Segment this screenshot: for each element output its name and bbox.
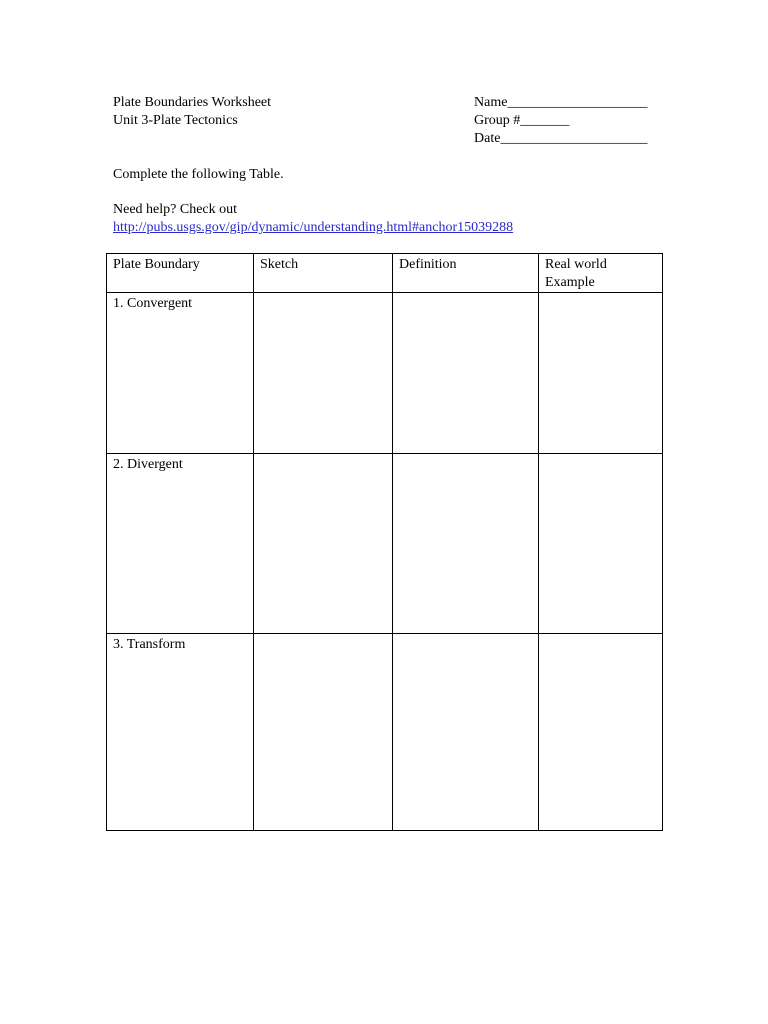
date-blank[interactable]: _____________________: [500, 131, 648, 146]
instruction-text: Complete the following Table.: [113, 167, 284, 182]
header-sketch: Sketch: [254, 254, 393, 293]
help-link-line: [113, 219, 513, 237]
row-label-convergent: 1. Convergent: [107, 293, 254, 454]
row-label-divergent: 2. Divergent: [107, 454, 254, 634]
table-row: [107, 634, 663, 831]
worksheet-title: Plate Boundaries Worksheet: [113, 95, 272, 110]
table-row: [107, 454, 663, 634]
group-line: [474, 112, 569, 130]
divergent-example-cell[interactable]: [539, 454, 663, 634]
divergent-sketch-cell[interactable]: [254, 454, 393, 634]
name-line: [474, 94, 647, 112]
plate-boundary-table: [106, 253, 663, 831]
transform-sketch-cell[interactable]: [254, 634, 393, 831]
group-blank[interactable]: _______: [520, 113, 570, 128]
header-definition: Definition: [393, 254, 539, 293]
convergent-sketch-cell[interactable]: [254, 293, 393, 454]
table-header-row: [107, 254, 663, 293]
divergent-definition-cell[interactable]: [393, 454, 539, 634]
header-real-world-example: Real world Example: [539, 254, 663, 293]
header-plate-boundary: Plate Boundary: [107, 254, 254, 293]
name-label: Name: [474, 95, 508, 110]
help-text: Need help? Check out: [113, 202, 238, 217]
usgs-link[interactable]: http://pubs.usgs.gov/gip/dynamic/understanding.html#anchor15039288: [113, 220, 514, 235]
table-row: [107, 293, 663, 454]
date-line: [474, 130, 647, 148]
name-blank[interactable]: ____________________: [507, 95, 648, 110]
unit-label: Unit 3-Plate Tectonics: [113, 113, 238, 128]
group-label: Group #: [474, 113, 521, 128]
convergent-example-cell[interactable]: [539, 293, 663, 454]
transform-definition-cell[interactable]: [393, 634, 539, 831]
transform-example-cell[interactable]: [539, 634, 663, 831]
row-label-transform: 3. Transform: [107, 634, 254, 831]
convergent-definition-cell[interactable]: [393, 293, 539, 454]
date-label: Date: [474, 131, 501, 146]
